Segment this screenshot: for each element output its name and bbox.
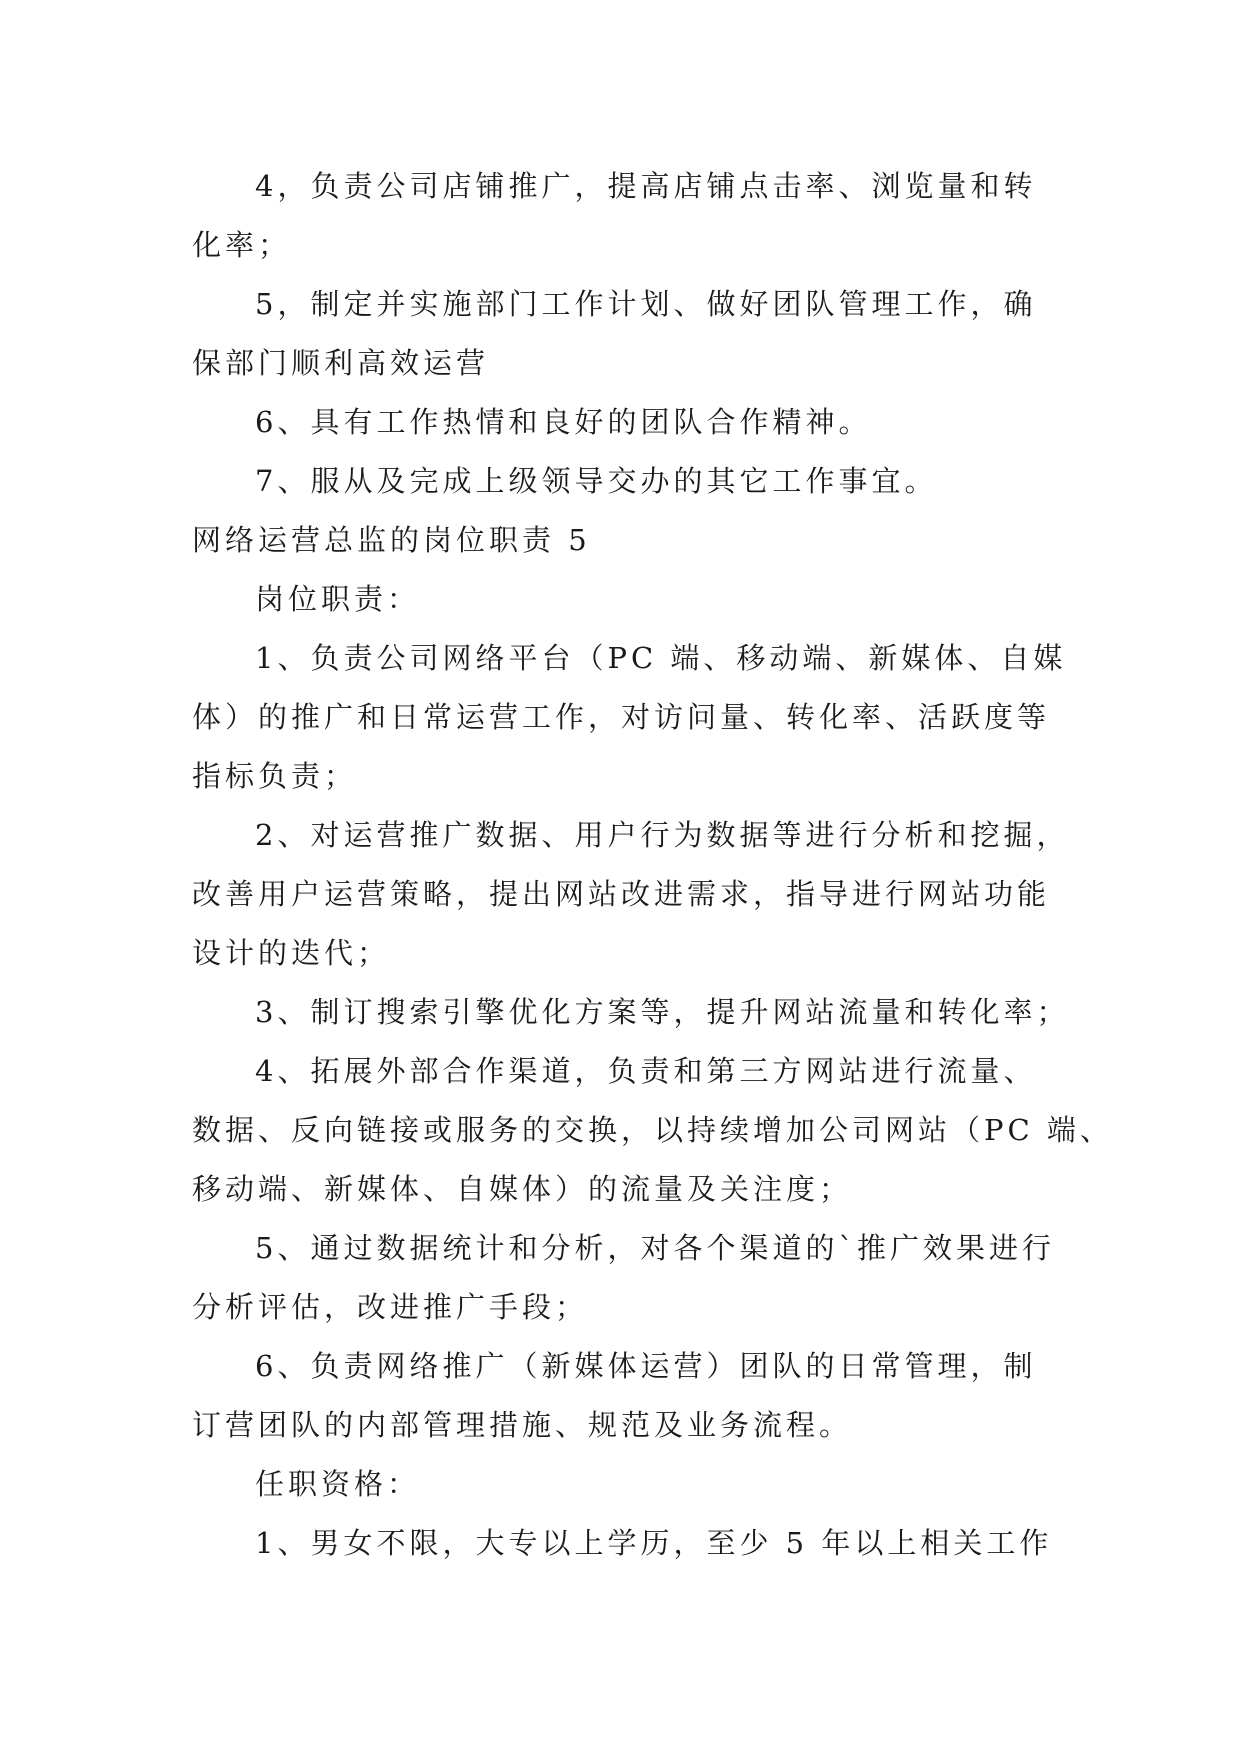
paragraph-line: 3、制订搜索引擎优化方案等，提升网站流量和转化率； xyxy=(255,995,1070,1029)
paragraph-line: 5、通过数据统计和分析，对各个渠道的`推广效果进行 xyxy=(255,1231,1055,1265)
paragraph-line: 保部门顺利高效运营 xyxy=(192,346,490,380)
paragraph-line: 化率； xyxy=(192,228,292,262)
paragraph-line: 移动端、新媒体、自媒体）的流量及关注度； xyxy=(192,1172,853,1206)
paragraph-line: 7、服从及完成上级领导交办的其它工作事宜。 xyxy=(255,464,938,498)
paragraph-line: 5，制定并实施部门工作计划、做好团队管理工作，确 xyxy=(255,287,1037,321)
subsection-heading: 任职资格： xyxy=(255,1467,421,1501)
subsection-heading: 岗位职责： xyxy=(255,582,421,616)
paragraph-line: 4，负责公司店铺推广，提高店铺点击率、浏览量和转 xyxy=(255,169,1037,203)
paragraph-line: 2、对运营推广数据、用户行为数据等进行分析和挖掘， xyxy=(255,818,1070,852)
paragraph-line: 订营团队的内部管理措施、规范及业务流程。 xyxy=(192,1408,853,1442)
paragraph-line: 体）的推广和日常运营工作，对访问量、转化率、活跃度等 xyxy=(192,700,1051,734)
paragraph-line: 1、男女不限，大专以上学历，至少 5 年以上相关工作 xyxy=(255,1526,1053,1560)
paragraph-line: 改善用户运营策略，提出网站改进需求，指导进行网站功能 xyxy=(192,877,1051,911)
paragraph-line: 1、负责公司网络平台（PC 端、移动端、新媒体、自媒 xyxy=(255,641,1067,675)
paragraph-line: 设计的迭代； xyxy=(192,936,391,970)
paragraph-line: 分析评估，改进推广手段； xyxy=(192,1290,589,1324)
section-heading: 网络运营总监的岗位职责 5 xyxy=(192,523,591,557)
paragraph-line: 数据、反向链接或服务的交换，以持续增加公司网站（PC 端、 xyxy=(192,1113,1113,1147)
document-body xyxy=(192,157,1113,1573)
paragraph-line: 4、拓展外部合作渠道，负责和第三方网站进行流量、 xyxy=(255,1054,1037,1088)
paragraph-line: 6、负责网络推广（新媒体运营）团队的日常管理，制 xyxy=(255,1349,1037,1383)
paragraph-line: 指标负责； xyxy=(192,759,358,793)
paragraph-line: 6、具有工作热情和良好的团队合作精神。 xyxy=(255,405,872,439)
